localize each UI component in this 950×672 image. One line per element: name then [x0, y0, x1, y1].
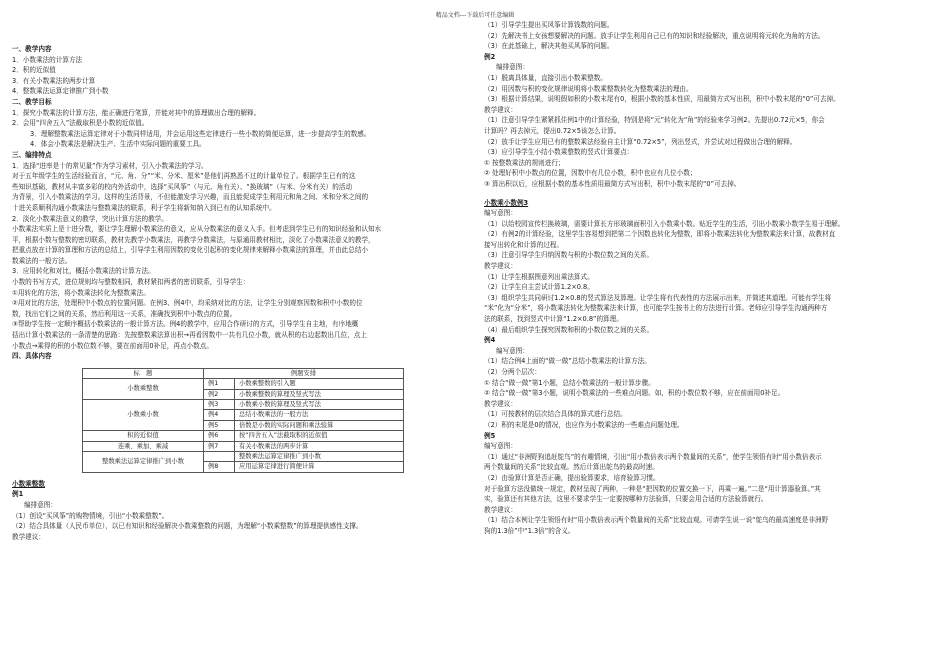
paragraph-line: ③ 算出积以后，应根据小数的基本性质用最简方式写出积，积中小数末尾的“0”可去掉。 — [484, 179, 741, 188]
paragraph-line: （1）通过“非洲野狗追赶鸵鸟”的有趣情境，引出“用小数倍表示两个数量间的关系”，使学生领悟有时“用小数倍表示 — [484, 452, 822, 461]
table-cell-example: 例5 — [204, 420, 235, 430]
paragraph-line: 数，找出它们之间的关系，然后利用这一关系，准确找到积中小数点的位置。 — [12, 309, 237, 318]
table-row — [83, 431, 404, 441]
paragraph-block — [484, 208, 938, 335]
table-header-topic: 标 题 — [83, 368, 204, 378]
table-cell-description: 有关小数乘法的两步计算 — [235, 441, 404, 451]
section-title: 二、教学目标 — [12, 97, 52, 106]
paragraph-line: （1）结合例4上面的“做一做”总结小数乘法的计算方法。 — [484, 357, 651, 366]
paragraph-line: （1）创设“买风筝”的购物情境，引出“小数乘整数”。 — [12, 511, 169, 520]
table-cell-topic: 连乘、乘加、乘减 — [83, 441, 204, 451]
table-cell-example — [204, 452, 235, 462]
paragraph-line: 接写出转化和计算的过程。 — [484, 240, 564, 249]
paragraph-line: 些知识基础，教材从丰富多彩的校内外活动中，选择“买风筝”（与元、角有关）、“换玻璃”（与米、分米有关）的活动 — [12, 182, 353, 191]
paragraph-line: 教学建议： — [484, 262, 517, 271]
table-cell-description: 应用运算定律进行简便计算 — [235, 462, 404, 472]
paragraph-line: ③帮助学生按一定顺序概括小数乘法的一般计算方法。例4的教学中，应用合作研讨的方式，引导学生自主地，有序地概 — [12, 320, 359, 329]
paragraph-line: （3）组织学生共同研讨1.2×0.8的竖式算法及算理。让学生将有代表性的方法展示出来，并简述其道理。可能有学生将 — [484, 293, 832, 302]
paragraph-line: 1．选择“进率是十的常见量”作为学习素材，引入小数乘法的学习。 — [12, 161, 208, 170]
paragraph-line: （2）先解决书上女孩想要解决的问题。放手让学生利用自己已有的知识和经验解决，重点说明将元转化为角的方法。 — [484, 31, 825, 40]
table-header-row — [83, 368, 404, 378]
paragraph-line: 教学建议： — [484, 399, 517, 408]
paragraph-line: 教学建议： — [484, 105, 517, 114]
paragraph-line: 狗的1.3倍”中“1.3倍”的含义。 — [484, 526, 575, 535]
table-row — [83, 379, 404, 389]
paragraph-line: （2）由验算计算是否正确，提出验算要求，培育验算习惯。 — [484, 473, 660, 482]
paragraph-line: 1．探究小数乘法的计算方法，能正确进行笔算，并能对其中的算理做出合理的解释。 — [12, 108, 261, 117]
table-cell-topic: 积的近似值 — [83, 431, 204, 441]
paragraph-line: （1）注意引导学生紧紧抓住例1中的计算经验，特别是将“元”转化为“角”的经验来学习例2。先提出0.72元×5，你会 — [484, 116, 825, 125]
example-title: 例4 — [484, 336, 496, 345]
right-column — [484, 20, 938, 537]
table-cell-example: 例6 — [204, 431, 235, 441]
paragraph-line: 对于五年级学生的生活经验而言，“元、角、分”“米、分米、厘米”是他们再熟悉不过的计量单位了。根据学生已有的这 — [12, 172, 356, 181]
paragraph-line: （1）脱离具体量，直接引出小数乘整数。 — [484, 73, 607, 82]
left-column — [12, 44, 465, 542]
paragraph-line: ① 按整数乘法的规则进行； — [484, 158, 565, 167]
paragraph-line: （2）分两个层次： — [484, 368, 541, 376]
paragraph-line: （2）积的末尾是0的情况，也应作为小数乘法的一些难点问题处理。 — [484, 420, 684, 429]
paragraph-line: （2）让学生自主尝试计算1.2×0.8。 — [484, 283, 594, 292]
paragraph-block — [484, 62, 938, 189]
paragraph-line: 计算吗？再去掉元，提出0.72×5该怎么计算。 — [484, 126, 621, 135]
list-item: 4．整数乘法运算定律推广到小数 — [12, 87, 109, 96]
example-plan-table — [82, 368, 404, 473]
table-cell-example: 例8 — [204, 462, 235, 472]
paragraph-line: ② 处理好积中小数点的位置，因数中有几位小数，积中也应有几位小数； — [484, 169, 697, 178]
paragraph-line: 编写意图： — [484, 209, 517, 218]
paragraph-line: 3．理解整数乘法运算定律对于小数同样适用，并会运用这些定律进行一些小数的简便运算，进一步提高学生的数感。 — [30, 129, 371, 138]
paragraph-line: （2）结合具体量（人民币单位），以已有知识和经验解决小数乘整数的问题，为理解“小数乘整数”的算理提供感性支撑。 — [12, 522, 363, 531]
table-cell-topic: 整数乘法运算定律推广到小数 — [83, 452, 204, 473]
table-cell-description: 按“四舍五入”法截取积的近似值 — [235, 431, 404, 441]
paragraph-line: 把重点放在计算的算理和方法的总结上，引导学生利用因数的变化引起积的变化规律来解释小数乘法的算理，并由此总结小 — [12, 246, 369, 255]
paragraph-line: （3）应引导学生小结小数乘整数的竖式计算要点： — [484, 148, 634, 157]
content-list — [12, 55, 465, 97]
paragraph-line: （1）结合本例让学生领悟有时“用小数倍表示两个数量间的关系”比较直观。可请学生说一说“鸵鸟的最高速度是非洲野 — [484, 516, 829, 525]
example-title: 例1 — [12, 490, 24, 499]
paragraph-block — [484, 20, 938, 52]
table-cell-description: 小数乘整数的算理及竖式写法 — [235, 389, 404, 399]
paragraph-line: 两个数量间的关系”比较直观。然后计算出鸵鸟的最高时速。 — [484, 463, 659, 472]
table-cell-example: 例7 — [204, 441, 235, 451]
paragraph-line: 小数点→乘得的积的小数位数不够，要在前面用0补足，再点小数点。 — [12, 341, 213, 350]
table-cell-description: 小数乘整数的引入题 — [235, 379, 404, 389]
paragraph-line: 编排意图： — [496, 63, 529, 72]
paragraph-line: （2）用因数与积的变化规律说明将小数乘整数转化为整数乘法的理由。 — [484, 84, 693, 93]
list-item: 1．小数乘法的计算方法 — [12, 55, 83, 64]
paragraph-line: （1）引导学生提出买风筝计算钱数的问题。 — [484, 21, 614, 29]
table-header-plan: 例题安排 — [204, 368, 404, 378]
paragraph-line: 编写意图： — [484, 442, 517, 451]
paragraph-line: （4）最后组织学生探究因数和积的小数位数之间的关系。 — [484, 325, 654, 334]
list-item: 3．有关小数乘法的两步计算 — [12, 76, 96, 85]
paragraph-block — [484, 346, 938, 431]
table-cell-example: 例2 — [204, 389, 235, 399]
paragraph-line: 十进关系顺利沟通小数乘法与整数乘法的联系，利于学生将新知纳入到已有的认知系统中。 — [12, 203, 276, 212]
paragraph-line: ②用对比的方法，处理积中小数点的位置问题。在例3、例4中，均采纳对比的方法，让学生分别观察因数和积中小数的位 — [12, 299, 363, 308]
paragraph-line: 为背景，引入小数乘法的学习。这样的生活背景，不但能激发学习兴趣，而且能促成学生利用元和角之间、米和分米之间的 — [12, 193, 369, 202]
list-item: 2．积的近似值 — [12, 66, 56, 75]
example-title: 例5 — [484, 431, 496, 440]
paragraph-line: 数乘法的一般方法。 — [12, 256, 72, 265]
paragraph-line: ① 结合“做一做”第1小题，总结小数乘法的一般计算步骤。 — [484, 378, 655, 387]
paragraph-line: （3）在此基础上，解决其他买风筝的问题。 — [484, 42, 614, 51]
section-title: 四、具体内容 — [12, 352, 52, 361]
paragraph-block — [12, 161, 465, 352]
paragraph-line: （2）放手让学生应用已有的整数乘法经验自主计算“0.72×5”，列出竖式，并尝试对过程做出合理的解释。 — [484, 137, 797, 146]
table-row — [83, 452, 404, 462]
paragraph-line: 小数乘法实质上是十进分数，要让学生理解小数乘法的意义，应从分数乘法的意义入手。但考虑到学生已有的知识经验和认知水 — [12, 225, 382, 234]
table-cell-description: 倍数是小数的实际问题和乘法验算 — [235, 420, 404, 430]
example-title: 例2 — [484, 52, 496, 61]
paragraph-line: “米”化为“分米”，将小数乘法转化为整数乘法来计算，也可能学生按书上的方法进行计算。老师应引导学生沟通两种方 — [484, 304, 828, 313]
section-title: 一、教学内容 — [12, 45, 52, 53]
table-cell-example: 例1 — [204, 379, 235, 389]
paragraph-line: ② 结合“做一做”第3小题，说明小数乘法的一些难点问题。如，积的小数位数不够，应在前面用0补足。 — [484, 389, 785, 398]
paragraph-line: 实，验算还有其他方法，这里不要求学生一定要按哪种方法验算，只要会用合适的方法验算就行。 — [484, 495, 768, 504]
paragraph-line: 括出计算小数乘法的一条清楚的思路：先按整数乘法算出积→再看因数中一共有几位小数，就从积的右边起数出几位，点上 — [12, 331, 367, 340]
paragraph-line: （2）有例2的计算经验，这里学生容易想到把第二个因数也转化为整数，即将小数乘法转化为整数乘法来计算，故教材直 — [484, 230, 836, 239]
paragraph-line: 小数的书写方式，进位规则均与整数相同，教材紧扣两者的密切联系，引导学生： — [12, 278, 250, 287]
table-cell-topic: 小数乘整数 — [83, 379, 204, 400]
table-cell-description: 总结小数乘法的一般方法 — [235, 410, 404, 420]
paragraph-line: 平，根据小数与整数的密切联系，教材先教学小数乘法，再教学分数乘法，与原通用教材相比，淡化了小数乘法意义的教学， — [12, 235, 375, 244]
paragraph-line: （3）根据计算结果，说明假如积的小数末尾有0，根据小数的基本性质，用最简方式写出积，积中小数末尾的“0”可去掉。 — [484, 95, 840, 104]
paragraph-line: 教学建议： — [484, 505, 517, 514]
paragraph-line: （1）可按教材的层次结合具体的算式进行总结。 — [484, 410, 627, 419]
paragraph-line: 对于验算方法没做统一规定，教材呈现了两种，一种是“把因数的位置交换一下，再乘一遍。”二是“用计算器验算。”其 — [484, 484, 821, 493]
paragraph-line: 2．淡化小数乘法意义的教学，突出计算方法的教学。 — [12, 214, 168, 223]
table-cell-topic: 小数乘小数 — [83, 400, 204, 431]
page-header: 精品文档---下载后可任意编辑 — [435, 12, 515, 19]
paragraph-line: 编写意图： — [496, 346, 529, 355]
paragraph-block — [484, 441, 938, 536]
paragraph-line: 编排意图： — [24, 501, 57, 510]
subsection-title: 小数乘整数 — [12, 479, 45, 488]
paragraph-line: 4．体会小数乘法是解决生产、生活中实际问题的重要工具。 — [30, 140, 206, 149]
paragraph-line: 法的联系，找到竖式中计算“1.2×0.8”的算理。 — [484, 315, 623, 324]
table-row — [83, 441, 404, 451]
paragraph-line: （3）注意引导学生归纳因数与积的小数位数之间的关系。 — [484, 251, 654, 260]
section-title: 三、编排特点 — [12, 150, 52, 159]
table-cell-description: 整数乘法运算定律推广到小数 — [235, 452, 404, 462]
paragraph-line: 3．应用转化和对比，概括小数乘法的计算方法。 — [12, 267, 155, 276]
table-cell-example: 例3 — [204, 400, 235, 410]
paragraph-line: 教学建议： — [12, 532, 45, 541]
table-cell-description: 小数乘小数的算理及竖式写法 — [235, 400, 404, 410]
subsection-title: 小数乘小数例3 — [484, 198, 529, 207]
paragraph-line: ①用转化的方法，将小数乘法转化为整数乘法。 — [12, 288, 150, 297]
table-cell-example: 例4 — [204, 410, 235, 420]
paragraph-line: （1）让学生根据图意列出乘法算式。 — [484, 272, 594, 281]
paragraph-line: 2．会用“四舍五入”法截取积是小数的近似值。 — [12, 119, 149, 128]
table-row — [83, 400, 404, 410]
paragraph-line: （1）以给校园宣传栏换玻璃，需要计算长方形玻璃面积引入小数乘小数。贴近学生的生活，引出小数乘小数学生易于理解。 — [484, 219, 845, 228]
